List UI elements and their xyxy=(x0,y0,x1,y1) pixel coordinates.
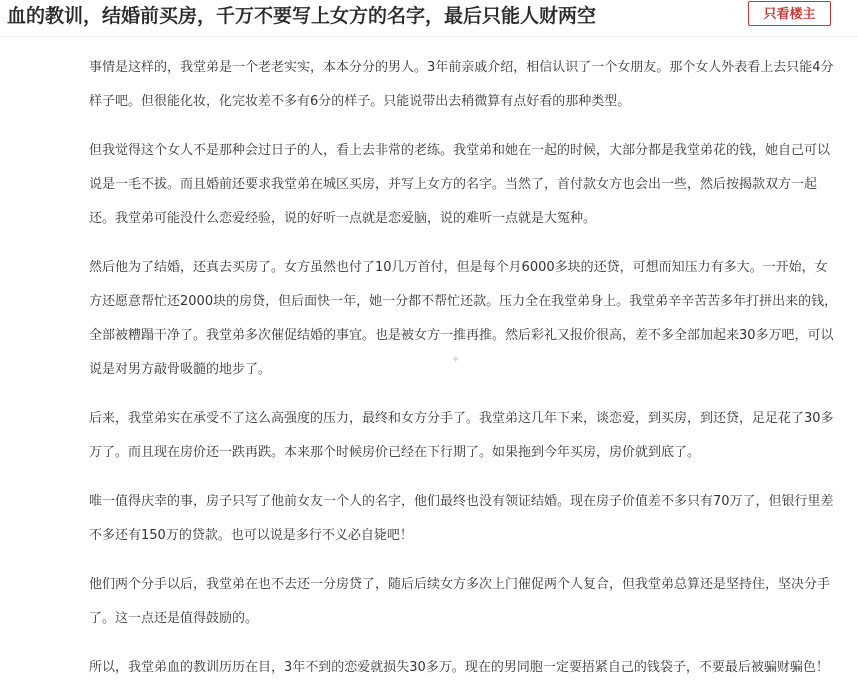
post-header xyxy=(0,0,858,37)
post-paragraph: 他们两个分手以后，我堂弟在也不去还一分房贷了，随后后续女方多次上门催促两个人复合，但我堂弟总算还是坚持住，坚决分手了。这一点还是值得鼓励的。 xyxy=(89,577,831,626)
post-paragraph: 但我觉得这个女人不是那种会过日子的人，看上去非常的老练。我堂弟和她在一起的时候，大部分都是我堂弟花的钱，她自己可以说是一毛不拔。而且婚前还要求我堂弟在城区买房，并写上女方的名字。当然了，首付款女方也会出一些，然后按揭款双方一起还。我堂弟可能没什么恋爱经验，说的好听一点就是恋爱脑，说的难听一点就是大冤种。 xyxy=(89,143,831,226)
post-content xyxy=(89,51,839,700)
post-paragraph: 唯一值得庆幸的事，房子只写了他前女友一个人的名字，他们最终也没有领证结婚。现在房子价值差不多只有70万了，但银行里差不多还有150万的贷款。也可以说是多行不义必自毙吧！ xyxy=(89,494,834,543)
view-owner-only-button[interactable]: 只看楼主 xyxy=(748,1,831,26)
post-paragraph: 后来，我堂弟实在承受不了这么高强度的压力，最终和女方分手了。我堂弟这几年下来，谈恋爱，到买房，到还贷，足足花了30多万了。而且现在房价还一跌再跌。本来那个时候房价已经在下行期了。如果拖到今年买房，房价就到底了。 xyxy=(89,411,834,460)
post-title: 血的教训，结婚前买房，千万不要写上女方的名字，最后只能人财两空 xyxy=(7,5,597,27)
post-paragraph: 所以，我堂弟血的教训历历在目，3年不到的恋爱就损失30多万。现在的男同胞一定要捂紧自己的钱袋子，不要最后被骗财骗色！ xyxy=(89,660,829,675)
post-paragraph: 然后他为了结婚，还真去买房了。女方虽然也付了10几万首付，但是每个月6000多块的还贷，可想而知压力有多大。一开始，女方还愿意帮忙还2000块的房贷，但后面快一年，她一分都不帮忙还款。压力全在我堂弟身上。我堂弟辛辛苦苦多年打拼出来的钱，全部被糟蹋干净了。我堂弟多次催促结婚的事宜。也是被女方一推再推。然后彩礼又报价很高，差不多全部加起来30多万吧，可以说是对男方敲骨吸髓的地步了。 xyxy=(89,260,838,377)
faint-sparkle-icon: ✦ xyxy=(451,353,461,366)
post-paragraph: 事情是这样的，我堂弟是一个老老实实，本本分分的男人。3年前亲戚介绍，相信认识了一个女朋友。那个女人外表看上去只能4分样子吧。但很能化妆，化完妆差不多有6分的样子。只能说带出去稍微算有点好看的那种类型。 xyxy=(89,60,834,109)
